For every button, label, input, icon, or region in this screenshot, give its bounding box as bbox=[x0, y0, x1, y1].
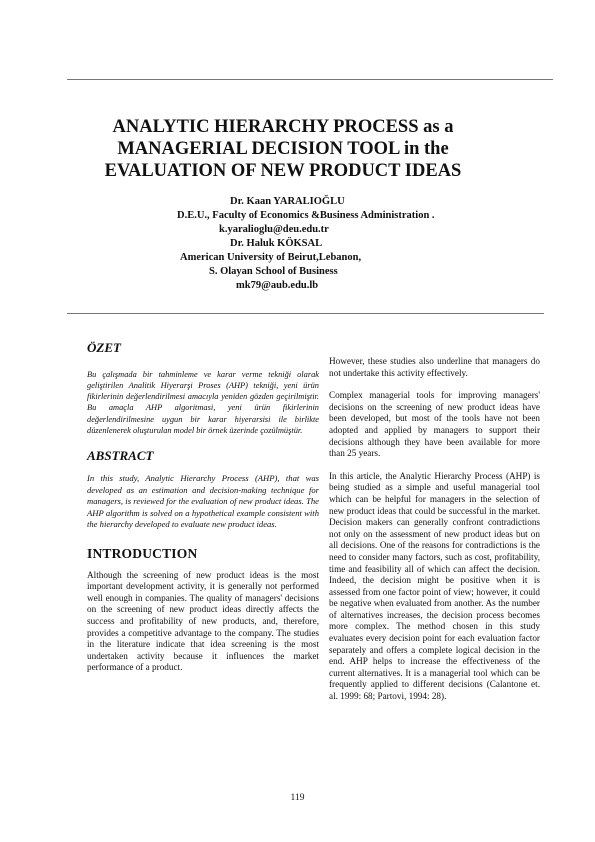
right-paragraph-2: Complex managerial tools for improving managers' decisions on the screening of new product ideas have been developed, but most of the tools have not been adopted and applied by managers to support their decisions although they have been available for more than 25 years. bbox=[329, 390, 540, 459]
page-number: 119 bbox=[290, 793, 305, 803]
ozet-heading: ÖZET bbox=[87, 340, 121, 355]
introduction-heading: INTRODUCTION bbox=[87, 545, 198, 561]
abstract-heading: ABSTRACT bbox=[87, 448, 154, 464]
left-column bbox=[87, 342, 319, 674]
paper-title bbox=[67, 116, 499, 182]
right-paragraph-1: However, these studies also underline that managers do not undertake this activity effectively. bbox=[329, 356, 540, 378]
abstract-text: In this study, Analytic Hierarchy Process (AHP), that was developed as an estimation and decision-making technique for managers, is reviewed for the evaluation of new product ideas. The AHP algorithm is solved on a hypothetical example consistent with the hierarchy developed to evaluate new product ideas. bbox=[87, 472, 319, 530]
title-line-2: MANAGERIAL DECISION TOOL in the bbox=[117, 139, 449, 159]
author-2-email: mk79@aub.edu.lb bbox=[236, 280, 319, 291]
top-rule bbox=[67, 79, 553, 80]
title-line-3: EVALUATION OF NEW PRODUCT IDEAS bbox=[104, 161, 462, 181]
introduction-text: Although the screening of new product ideas is the most important development activity, it is generally not performed well enough in companies. The quality of managers' decisions on the screening of new product ideas directly affects the success and profitability of new products, and, therefore, provides a competitive advantage to the company. The studies in the literature indicate that idea screening is the most undertaken activity because it influences the market performance of a product. bbox=[87, 569, 319, 673]
right-paragraph-3: In this article, the Analytic Hierarchy Process (AHP) is being studied as a simple and useful managerial tool which can be helpful for managers in the selection of new product ideas that could be successful in the market. Decision makers can generally confront contradictions not only on the assessment of new product ideas but on all decisions. One of the reasons for contradictions is the need to consider many factors, such as cost, profitability, time and feasibility all of which can affect the decision. Indeed, the decision might be positive when it is assessed from one factor point of view; however, it could be negative when evaluated from another. As the number of alternatives increases, the decision process becomes more complex. The method chosen in this study evaluates every decision point for each evaluation factor separately and offers a complete logical decision in the end. AHP helps to increase the effectiveness of the current alternatives. It is a managerial tool which can be frequently applied to different decisions (Calantone et. al. 1999: 68; Partovi, 1994: 28). bbox=[329, 470, 540, 702]
author-2-school: S. Olayan School of Business bbox=[209, 266, 338, 277]
author-2-affiliation: American University of Beirut,Lebanon, bbox=[180, 252, 362, 263]
author-1-affiliation: D.E.U., Faculty of Economics &Business Administration . bbox=[177, 210, 435, 221]
author-2-name: Dr. Haluk KÖKSAL bbox=[230, 238, 323, 249]
ozet-text: Bu çalışmada bir tahminleme ve karar verme tekniği olarak geliştirilen Analitik Hiyerarşi Proses (AHP) tekniği, yeni ürün fikirlerinin değerlendirilmesi amacıyla yeniden gözden geçirilmiştir. Bu amaçla AHP algoritmasi, yeni ürün fikirlerinin değerlendirilmesine uygun bir karar hiyerarsisi ile birlikte düzenlenerek oluşturulan model bir örnek üzerinde çozülmüştür. bbox=[87, 369, 319, 436]
header-divider bbox=[67, 313, 544, 314]
author-1-email: k.yaralioglu@deu.edu.tr bbox=[219, 224, 329, 235]
title-line-1: ANALYTIC HIERARCHY PROCESS as a bbox=[112, 117, 454, 137]
author-1-name: Dr. Kaan YARALIOĞLU bbox=[230, 196, 345, 207]
right-column bbox=[329, 356, 540, 714]
